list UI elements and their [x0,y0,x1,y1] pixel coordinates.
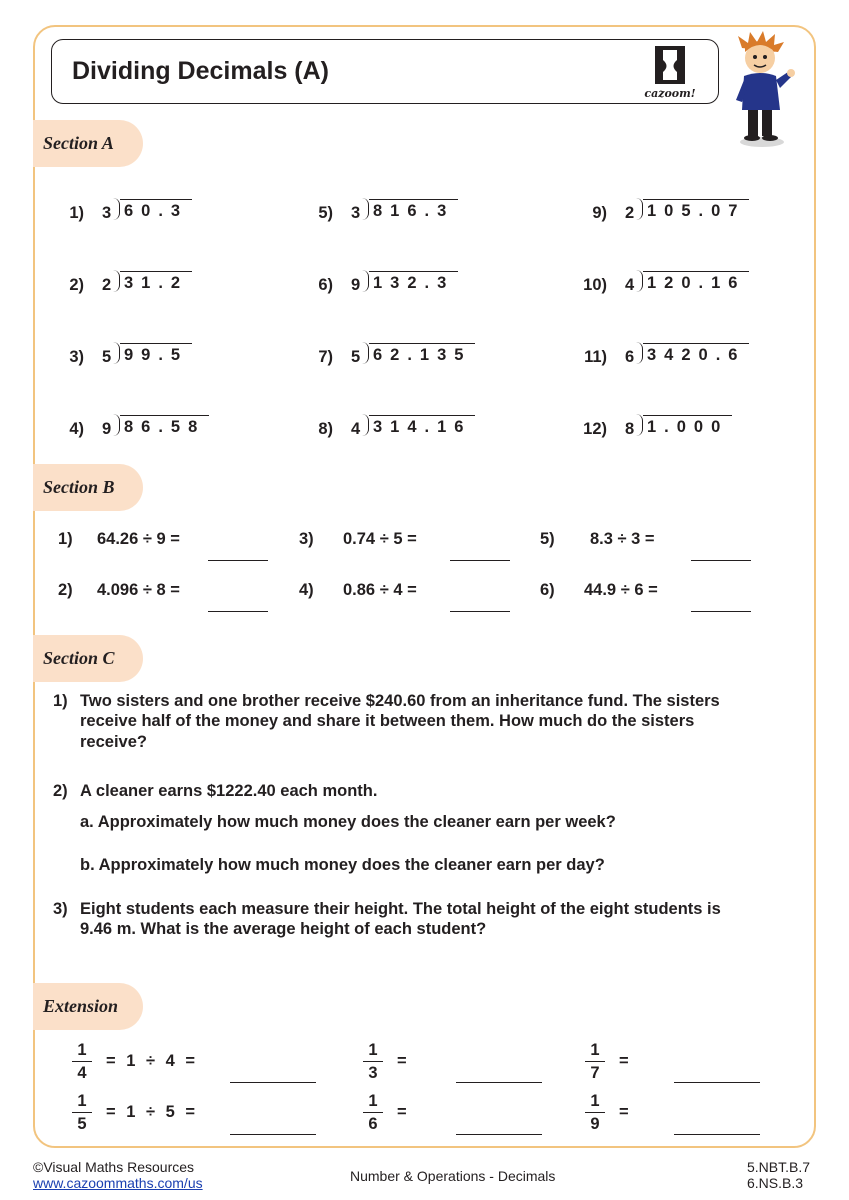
fraction-bar [585,1061,605,1062]
problem-number: 10) [583,276,607,294]
answer-blank[interactable] [450,560,510,561]
b-num-3: 3) [299,530,314,548]
divisor: 5 [351,348,361,366]
standard-code: 6.NS.B.3 [747,1175,804,1191]
logo-text: cazoom! [644,87,696,100]
division-bracket [362,270,369,292]
mascot-boy-icon [728,30,800,150]
section-a-label: Section A [43,133,114,153]
ext-expr-5: = [619,1052,630,1070]
extension-tab [33,983,143,1030]
section-c-label: Section C [43,648,115,668]
b-expr-6: 44.9 ÷ 6 = [584,581,658,599]
problem-number: 6) [318,276,333,294]
fraction [583,1040,607,1083]
problem-number: 1) [69,204,84,222]
numerator: 1 [77,1092,87,1110]
website-link[interactable]: www.cazoommaths.com/us [33,1175,203,1191]
numerator: 1 [590,1092,600,1110]
c-q1-line-1: Two sisters and one brother receive $240.60 from an inheritance fund. The sisters [80,692,720,710]
denominator: 7 [590,1064,600,1082]
divisor: 2 [625,204,635,222]
b-num-4: 4) [299,581,314,599]
page-title: Dividing Decimals (A) [72,57,329,85]
c-q2-a: a. Approximately how much money does the cleaner earn per week? [80,813,616,831]
division-bracket [636,270,643,292]
problem-number: 12) [583,420,607,438]
b-expr-3: 0.74 ÷ 5 = [343,530,417,548]
footer-left [33,1159,203,1191]
section-b-tab [33,464,143,511]
divisor: 5 [102,348,112,366]
answer-blank[interactable] [674,1134,760,1135]
division-bracket [636,342,643,364]
fraction-bar [72,1112,92,1113]
dividend: 99.5 [120,343,192,366]
divisor: 8 [625,420,635,438]
fraction [361,1091,385,1134]
b-expr-2: 4.096 ÷ 8 = [97,581,180,599]
footer-topic: Number & Operations - Decimals [350,1168,556,1184]
divisor: 3 [351,204,361,222]
b-expr-4: 0.86 ÷ 4 = [343,581,417,599]
division-bracket [113,414,120,436]
fraction [70,1091,94,1134]
dividend: 105.07 [643,199,749,222]
c-num-1: 1) [53,692,68,710]
denominator: 9 [590,1115,600,1133]
dividend: 60.3 [120,199,192,222]
division-bracket [636,198,643,220]
dividend: 86.58 [120,415,209,438]
numerator: 1 [368,1092,378,1110]
answer-blank[interactable] [230,1134,316,1135]
divisor: 2 [102,276,112,294]
cazoom-logo [637,46,703,100]
numerator: 1 [368,1041,378,1059]
ext-expr-4: = [397,1103,408,1121]
answer-blank[interactable] [674,1082,760,1083]
fraction [583,1091,607,1134]
ext-expr-2: = 1 ÷ 5 = [106,1103,197,1121]
division-bracket [362,198,369,220]
extension-label: Extension [43,996,119,1016]
footer-standards [747,1159,810,1191]
dividend: 62.135 [369,343,475,366]
fraction [70,1040,94,1083]
divisor: 4 [351,420,361,438]
section-b-label: Section B [43,477,115,497]
b-num-1: 1) [58,530,73,548]
c-q2-text: A cleaner earns $1222.40 each month. [80,782,378,800]
fraction-bar [363,1061,383,1062]
problem-number: 5) [318,204,333,222]
copyright-text: ©Visual Maths Resources [33,1159,195,1175]
division-bracket [362,342,369,364]
b-num-6: 6) [540,581,555,599]
problem-number: 3) [69,348,84,366]
denominator: 4 [77,1064,87,1082]
answer-blank[interactable] [456,1134,542,1135]
division-bracket [113,270,120,292]
section-c-tab [33,635,143,682]
dividend: 132.3 [369,271,458,294]
fraction [361,1040,385,1083]
division-bracket [113,342,120,364]
c-num-2: 2) [53,782,68,800]
section-a-tab [33,120,143,167]
dividend: 816.3 [369,199,458,222]
title-box [51,39,719,104]
problem-number: 2) [69,276,84,294]
denominator: 6 [368,1115,378,1133]
c-q1-line-3: receive? [80,733,147,751]
denominator: 3 [368,1064,378,1082]
numerator: 1 [590,1041,600,1059]
division-bracket [113,198,120,220]
hourglass-icon [655,46,685,86]
problem-number: 11) [584,348,607,366]
fraction-bar [585,1112,605,1113]
divisor: 3 [102,204,112,222]
answer-blank[interactable] [691,560,751,561]
denominator: 5 [77,1115,87,1133]
c-q3-line-2: 9.46 m. What is the average height of each student? [80,920,487,938]
standard-code: 5.NBT.B.7 [747,1159,811,1175]
answer-blank[interactable] [208,611,268,612]
b-num-2: 2) [58,581,73,599]
problem-number: 8) [318,420,333,438]
problem-number: 4) [69,420,84,438]
dividend: 1.000 [643,415,732,438]
problem-number: 7) [318,348,333,366]
answer-blank[interactable] [208,560,268,561]
ext-expr-3: = [397,1052,408,1070]
b-expr-5: 8.3 ÷ 3 = [590,530,655,548]
divisor: 9 [102,420,112,438]
answer-blank[interactable] [456,1082,542,1083]
fraction-bar [363,1112,383,1113]
ext-expr-6: = [619,1103,630,1121]
divisor: 4 [625,276,635,294]
c-num-3: 3) [53,900,68,918]
c-q2-b: b. Approximately how much money does the cleaner earn per day? [80,856,605,874]
numerator: 1 [77,1041,87,1059]
dividend: 31.2 [120,271,192,294]
answer-blank[interactable] [450,611,510,612]
dividend: 314.16 [369,415,475,438]
problem-number: 9) [592,204,607,222]
c-q1-line-2: receive half of the money and share it between them. How much do the sisters [80,712,695,730]
answer-blank[interactable] [230,1082,316,1083]
ext-expr-1: = 1 ÷ 4 = [106,1052,197,1070]
b-expr-1: 64.26 ÷ 9 = [97,530,180,548]
dividend: 120.16 [643,271,749,294]
division-bracket [362,414,369,436]
divisor: 6 [625,348,635,366]
divisor: 9 [351,276,361,294]
answer-blank[interactable] [691,611,751,612]
fraction-bar [72,1061,92,1062]
division-bracket [636,414,643,436]
dividend: 3420.6 [643,343,749,366]
b-num-5: 5) [540,530,555,548]
c-q3-line-1: Eight students each measure their height. The total height of the eight students is [80,900,721,918]
